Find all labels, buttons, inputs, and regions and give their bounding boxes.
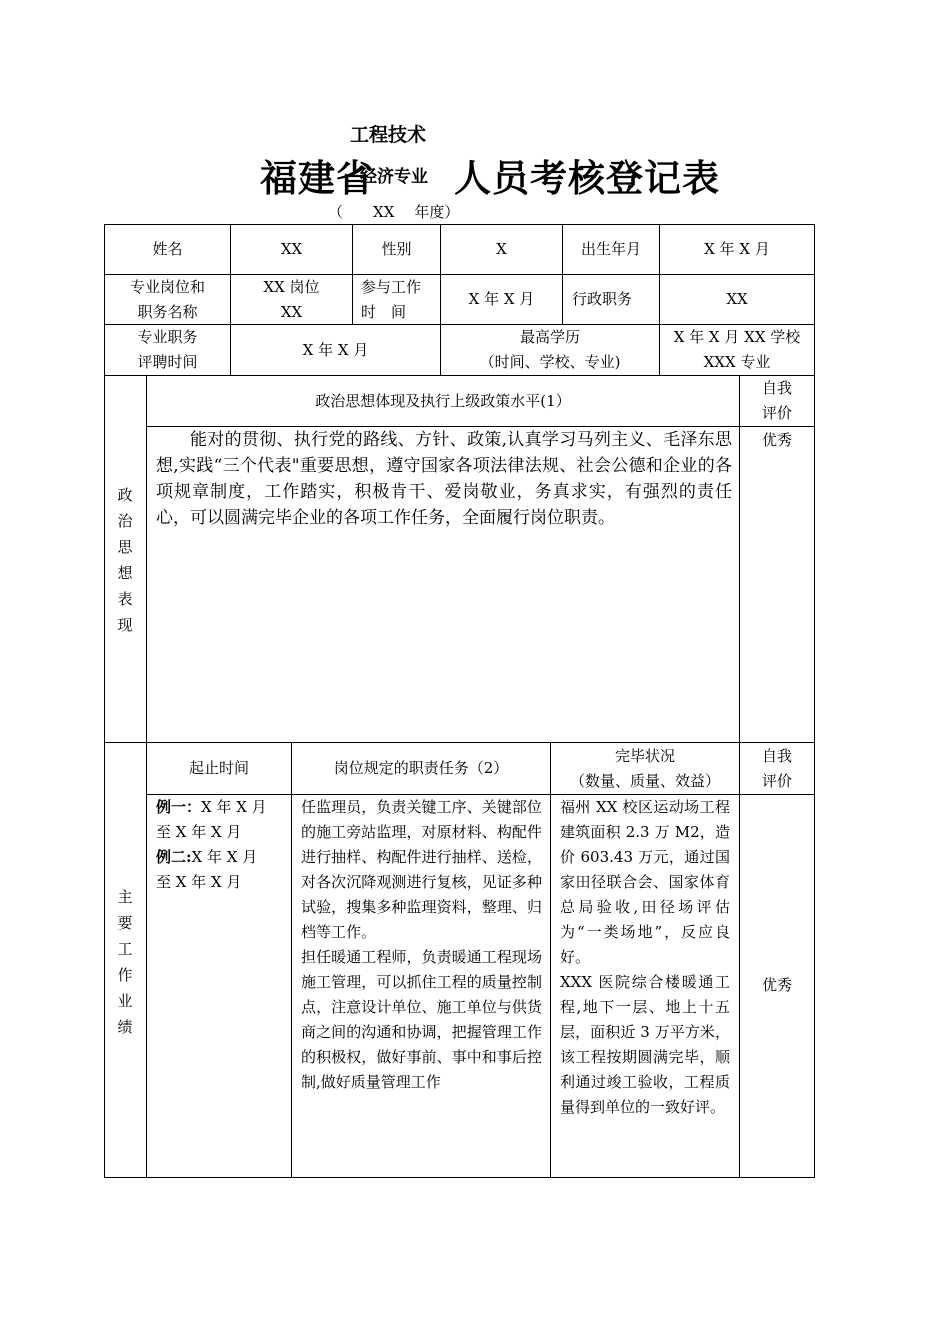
education-label-line1: 最高学历: [519, 328, 580, 346]
gender-label: 性别: [381, 240, 412, 258]
education-label-line2: （时间、学校、专业): [479, 353, 621, 371]
political-header: 政治思想体现及执行上级政策水平(1）: [315, 391, 571, 410]
self-eval-label-line2: 评价: [761, 771, 792, 790]
post-label: [105, 275, 230, 324]
side-char: 主: [117, 888, 133, 906]
example-1-start: X 年 X 月: [201, 798, 267, 816]
example-2-start: X 年 X 月: [191, 848, 258, 866]
title-time-label-line1: 专业职务: [137, 328, 198, 346]
post-value-line1: XX 岗位: [263, 277, 320, 296]
col-header-result-line1: 完毕状况: [614, 746, 675, 765]
year-open: （: [328, 203, 344, 221]
education-value-line2: XXX 专业: [703, 353, 771, 371]
education-label: [441, 325, 659, 375]
side-char: 表: [117, 590, 133, 608]
post-label-line1: 专业岗位和: [129, 277, 205, 296]
duty-1: 任监理员，负责关键工序、关键部位的施工旁站监理，对原材料、构配件进行抽样、构配件进行抽样、送检，对各次沉降观测进行复核，见证多种试验，搜集多种监理资料，整理、归档等工作。: [301, 798, 542, 941]
side-char: 绩: [117, 1018, 133, 1036]
example-1-label: 例一：: [156, 798, 202, 816]
education-value: [660, 325, 814, 375]
political-side-label: [115, 482, 135, 638]
result-1: 福州 XX 校区运动场工程建筑面积 2.3 万 M2，造价 603.43 万元，通过国家田径联合会、国家体育总局验收,田径场评估为“一类场地”，反应良好。: [560, 798, 730, 966]
self-eval-label-line1: 自我: [761, 379, 792, 397]
col-header-duties: 岗位规定的职责任务（2）: [333, 759, 509, 777]
duties-cell: [301, 795, 542, 1095]
political-text: 能对的贯彻、执行党的路线、方针、政策,认真学习马列主义、毛泽东思想,实践“三个代表"重要思想，遵守国家各项法律法规、社会公德和企业的各项规章制度，工作踏实，积极肯干、爱岗敬业，务真求实，有强烈的责任心，可以圆满完毕企业的各项工作任务，全面履行岗位职责。: [156, 430, 732, 528]
col-header-result: [551, 743, 739, 794]
page-title: [260, 148, 720, 202]
post-label-line2: 职务名称: [137, 302, 198, 321]
example-1-end: 至 X 年 X 月: [156, 823, 242, 841]
work-self-eval: 优秀: [761, 975, 792, 994]
side-char: 治: [117, 512, 133, 530]
political-self-eval-label: [740, 376, 814, 426]
post-value: [231, 275, 352, 324]
results-cell: [560, 795, 730, 1120]
title-overlay-mid: 经济专业: [360, 167, 428, 187]
side-char: 现: [117, 616, 133, 634]
example-2-label: 例二:: [156, 848, 192, 866]
political-self-eval: 优秀: [761, 430, 792, 449]
post-value-line2: XX: [280, 302, 303, 321]
work-start-label-line1: 参与工作: [361, 278, 422, 296]
work-self-eval-label: [740, 743, 814, 794]
birth-value: X 年 X 月: [704, 240, 770, 258]
name-label: 姓名: [152, 240, 183, 258]
example-1-line1: [156, 795, 288, 820]
birth-label: 出生年月: [580, 240, 641, 258]
duty-2: 担任暖通工程师，负责暖通工程现场施工管理，可以抓住工程的质量控制点，注意设计单位、施工单位与供货商之间的沟通和协调，把握管理工作的积极权，做好事前、事中和事后控制,做好质量管理工作: [301, 948, 542, 1091]
self-eval-label-line1: 自我: [761, 746, 792, 765]
side-char: 想: [117, 564, 133, 582]
result-2: XXX 医院综合楼暖通工程,地下一层、地上十五层，面积近 3 万平方米，该工程按期圆满完毕，顺利通过竣工验收，工程质量得到单位的一致好评。: [560, 973, 730, 1116]
period-cell: [156, 795, 288, 895]
work-start-label: [361, 275, 440, 324]
education-value-line1: X 年 X 月 XX 学校: [673, 328, 801, 346]
work-side-label: [115, 884, 135, 1040]
title-time-label: [105, 325, 230, 375]
year-suffix: 年度）: [414, 203, 460, 221]
col-header-period: 起止时间: [188, 759, 249, 777]
title-time-value: X 年 X 月: [302, 340, 369, 359]
title-time-label-line2: 评聘时间: [137, 353, 198, 371]
side-char: 政: [117, 486, 133, 504]
example-2-line1: [156, 845, 288, 870]
year-value: XX: [373, 203, 395, 221]
side-char: 业: [117, 992, 133, 1010]
example-2-end: 至 X 年 X 月: [156, 873, 242, 891]
admin-title-label: 行政职务: [572, 290, 633, 308]
self-eval-label-line2: 评价: [761, 404, 792, 422]
admin-title-value: XX: [726, 290, 748, 308]
gender-value: X: [496, 240, 507, 258]
side-char: 思: [117, 538, 133, 556]
work-start-label-line2: 时 间: [361, 303, 407, 321]
title-overlay-top: 工程技术: [350, 124, 427, 146]
work-start-value: X 年 X 月: [468, 290, 535, 308]
name-value: XX: [280, 240, 303, 258]
page-title-right: 人员考核登记表: [454, 157, 720, 200]
year-line: [328, 201, 459, 222]
col-header-result-line2: （数量、质量、效益）: [569, 771, 720, 790]
side-char: 作: [117, 966, 133, 984]
side-char: 要: [117, 914, 133, 932]
page-title-left: 福建省: [260, 157, 374, 200]
side-char: 工: [117, 940, 133, 958]
